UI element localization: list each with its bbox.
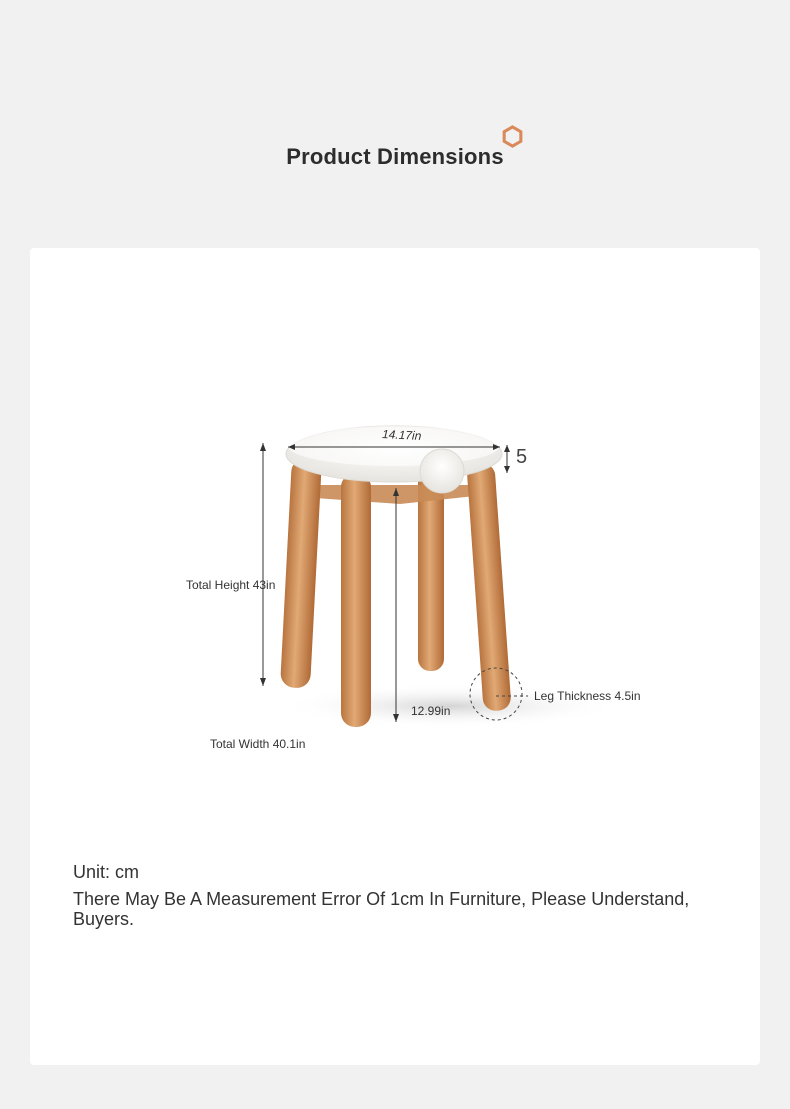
section-header [0,120,790,190]
seat-height-label: 12.99in [411,704,451,718]
seat-thickness-label: 5 [516,446,528,468]
notes [73,862,693,929]
unit-label: Unit: cm [73,862,140,882]
hexagon-icon [501,125,524,148]
pom-pom [420,449,464,493]
front-leg-left [280,457,322,688]
stool-figure [30,248,760,808]
stool-illustration [30,248,760,808]
measurement-disclaimer: There May Be A Measurement Error Of 1cm In Furniture, Please Understand, Buyers. [73,889,690,929]
dimensions-card [30,248,760,1065]
page-title: Product Dimensions [286,144,504,169]
total-height-label: Total Height 43in [186,578,276,592]
front-leg-center [341,473,371,727]
back-leg-right [466,462,511,711]
total-width-label: Total Width 40.1in [210,737,306,751]
seat-diameter-label: 14.17in [381,426,422,444]
leg-thickness-label: Leg Thickness 4.5in [534,689,641,703]
